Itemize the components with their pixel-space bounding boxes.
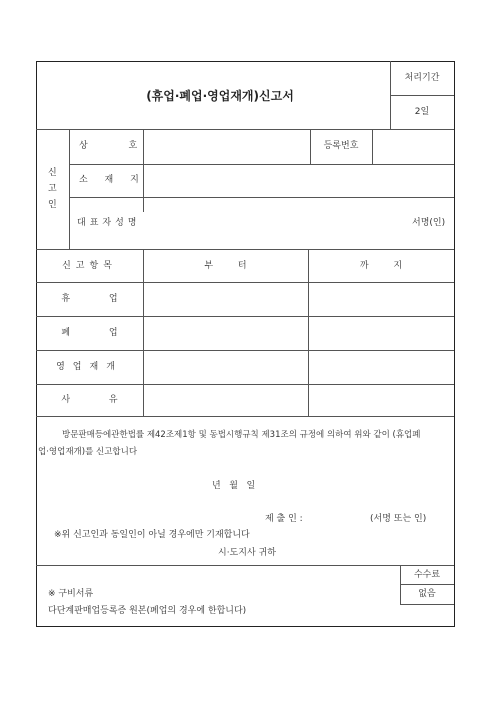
shutdown-to-field[interactable]: [309, 317, 453, 349]
from-header-text: 부 터: [204, 261, 247, 271]
reason-from-field[interactable]: [144, 385, 307, 415]
shutdown-from-field[interactable]: [144, 317, 307, 349]
processing-period-value: 2일: [414, 107, 430, 117]
divider: [36, 565, 454, 566]
reporter-label-2: 고: [48, 184, 57, 194]
statement-line-1: 방문판매등에관한법률 제42조제1항 및 동법시행규칙 제31조의 규정에 의하여 위와 같이 (휴업폐: [62, 430, 421, 440]
form-title: (휴업·폐업·영업재개)신고서: [146, 89, 294, 103]
date-line: 년 월 일: [212, 481, 256, 491]
divider: [400, 604, 454, 605]
closure-from-field[interactable]: [144, 283, 307, 315]
submitter-field[interactable]: [320, 510, 368, 526]
reporter-label-1: 신: [48, 168, 57, 178]
address-field[interactable]: [144, 165, 453, 196]
row-closure-label: [36, 294, 143, 305]
reg-no-label: 등록번호: [323, 141, 359, 151]
divider: [69, 129, 70, 249]
row-resume-label: 영업재개: [56, 362, 123, 372]
divider: [36, 249, 454, 250]
divider: [390, 95, 454, 96]
reporter-label-3: 인: [48, 200, 57, 210]
to-header: [308, 261, 454, 272]
statement-line-2: 업·영업재개)를 신고합니다: [38, 447, 138, 457]
docs-item: 다단계판매업등록증 원본(폐업의 경우에 한합니다): [48, 606, 247, 616]
to-header-text: 까 지: [359, 261, 403, 271]
address-label: [79, 175, 139, 186]
resume-from-field[interactable]: [144, 351, 307, 383]
row-reason-label: [36, 395, 143, 406]
trade-name-field[interactable]: [144, 130, 309, 163]
reg-no-field[interactable]: [373, 130, 453, 163]
note: ※위 신고인과 동일인이 아닐 경우에만 기재합니다: [54, 530, 250, 540]
items-header: 신고항목: [62, 261, 117, 271]
processing-period-label: 처리기간: [404, 73, 440, 83]
divider: [36, 416, 454, 417]
trade-name-label: [79, 141, 137, 152]
submitter-label: 제 출 인 :: [265, 514, 303, 524]
row-closure-text: 휴 업: [61, 294, 118, 304]
resume-to-field[interactable]: [309, 351, 453, 383]
row-shutdown-label: [36, 328, 143, 339]
row-shutdown-text: 폐 업: [61, 328, 118, 338]
address-label-text: 소 재 지: [79, 175, 139, 185]
fee-value: 없음: [418, 589, 436, 599]
reason-to-field[interactable]: [309, 385, 453, 415]
fee-label: 수수료: [413, 570, 441, 580]
representative-label: 대표자성명: [77, 218, 141, 228]
submitter-sign: (서명 또는 인): [370, 514, 427, 524]
row-reason-text: 사 유: [61, 395, 118, 405]
closure-to-field[interactable]: [309, 283, 453, 315]
addressee: 시·도지사 귀하: [218, 548, 276, 558]
signature-label: 서명(인): [412, 218, 446, 228]
trade-name-label-text: 상 호: [79, 141, 138, 151]
representative-field[interactable]: [144, 198, 404, 248]
divider: [400, 584, 454, 585]
docs-label: ※ 구비서류: [48, 589, 94, 599]
from-header: [143, 261, 308, 272]
